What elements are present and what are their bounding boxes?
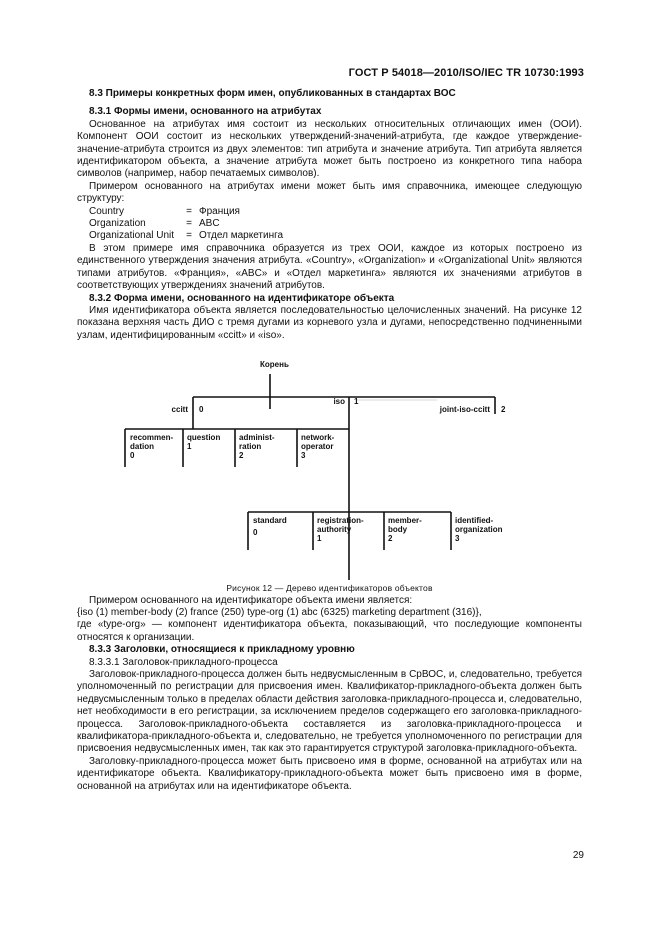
paragraph-8-3-1-2: Примером основанного на атрибутах имени может быть имя справочника, имеющее следующую структуру: <box>77 180 582 205</box>
paragraph-8-3-1-3: В этом примере имя справочника образуется из трех ООИ, каждое из которых построено из единственного утверждения значения атрибута. «Country», «Organization» и «Organizational Unit» являются типами атрибутов. «Франция», «ABC» и «Отдел маркетинга» являются их значениями атрибутов в соответствующих утверждениях значений атрибутов. <box>77 242 582 292</box>
iso-child-label: registration- <box>317 516 364 526</box>
iso-child-label: member- <box>388 516 422 526</box>
tree-iso-number: 1 <box>354 397 359 407</box>
structure-row <box>89 230 283 242</box>
structure-row <box>89 206 283 218</box>
attr-value: ABC <box>199 218 220 230</box>
directory-name-structure <box>89 206 283 243</box>
section-8-3-2-title: 8.3.2 Форма имени, основанного на идентификаторе объекта <box>89 292 395 304</box>
tree-joint-number: 2 <box>501 405 506 415</box>
section-8-3-1-title: 8.3.1 Формы имени, основанного на атрибутах <box>89 106 322 118</box>
iso-child-number: 3 <box>455 534 460 544</box>
ccitt-child-label: question <box>187 433 221 443</box>
document-header: ГОСТ Р 54018—2010/ISO/IEC TR 10730:1993 <box>348 67 584 79</box>
iso-child-number: 2 <box>388 534 393 544</box>
ccitt-child-number: 0 <box>130 451 135 461</box>
section-8-3-title: 8.3 Примеры конкретных форм имен, опубликованных в стандартах ВОС <box>89 88 456 99</box>
structure-row <box>89 218 283 230</box>
tree-ccitt-label: ccitt <box>171 405 188 415</box>
ccitt-child-label: operator <box>301 442 334 452</box>
ccitt-child-label: dation <box>130 442 154 452</box>
attr-type: Country <box>89 205 125 217</box>
tree-joint-label: joint-iso-ccitt <box>439 405 490 415</box>
ccitt-child-label: network- <box>301 433 335 443</box>
iso-child-label: standard <box>253 516 287 526</box>
ccitt-child-number: 3 <box>301 451 306 461</box>
ccitt-child-label: ration <box>239 442 262 452</box>
page-number: 29 <box>572 850 584 861</box>
tree-root-label: Корень <box>260 360 289 370</box>
section-8-3-3-title: 8.3.3 Заголовки, относящиеся к прикладному уровню <box>89 644 355 656</box>
attr-type: Organization <box>89 218 146 230</box>
page-content <box>77 88 582 793</box>
oid-tree-diagram <box>77 354 582 580</box>
iso-child-label: identified- <box>455 516 494 526</box>
iso-child-label: body <box>388 525 408 535</box>
example-explanation: где «type-org» — компонент идентификатора объекта, показывающий, что последующие компоненты относятся к организации. <box>77 619 582 643</box>
section-8-3-3-1-title: 8.3.3.1 Заголовок-прикладного-процесса <box>89 656 278 668</box>
ccitt-child-label: recommen- <box>130 433 174 443</box>
iso-child-label: organization <box>455 525 503 535</box>
figure-caption: Рисунок 12 — Дерево идентификаторов объектов <box>226 583 433 594</box>
equals-sign: = <box>186 205 192 217</box>
ccitt-child-label: administ- <box>239 433 275 443</box>
equals-sign: = <box>186 230 192 242</box>
ccitt-child-number: 1 <box>187 442 192 452</box>
oid-tree-figure <box>77 354 582 580</box>
equals-sign: = <box>186 218 192 230</box>
paragraph-8-3-3-1-1: Заголовок-прикладного-процесса должен быть недвусмысленным в СрВОС, и, следовательно, требуется уполномоченный по регистрации для присвоения имен. Квалификатор-прикладного-объекта должен быть недвусмысленным только в пределах области действия заголовка-прикладного-процесса и, следовательно, нет необходимости в его регистрации, за исключением пределов содержащего его заголовка-прикладного-процесса. Заголовок-прикладного-объекта составляется из заголовка-прикладного-процесса и квалификатора-прикладного-объекта и, следовательно, не требуется уполномоченного по регистрации для присвоения недвусмысленных имен, так как это гарантируется структурой заголовка-прикладного-объекта. <box>77 668 583 755</box>
attr-type: Organizational Unit <box>89 230 175 242</box>
iso-child-number: 0 <box>253 528 258 538</box>
tree-ccitt-number: 0 <box>199 405 204 415</box>
attr-value: Отдел маркетинга <box>199 230 284 242</box>
tree-iso-label: iso <box>333 397 345 407</box>
paragraph-8-3-3-1-2: Заголовку-прикладного-процесса может быть присвоено имя в форме, основанной на атрибутах или на идентификаторе объекта. Квалификатору-прикладного-объекта может быть присвоено имя в форме, основанной на атрибутах или на идентификаторе объекта. <box>77 755 582 792</box>
paragraph-8-3-1-1: Основанное на атрибутах имя состоит из нескольких относительных отличающих имен (ООИ). Компонент ООИ состоит из нескольких утверждений-значений-атрибута, где каждое утверждение-значение-атрибута строится из двух элементов: тип атрибута и значение атрибута. Тип атрибута является идентификатором объекта, а значение атрибута может быть построено из конкретного типа набора символов (например, набор печатаемых символов). <box>77 118 582 180</box>
iso-child-number: 1 <box>317 534 322 544</box>
paragraph-8-3-2-1: Имя идентификатора объекта является последовательностью целочисленных значений. На рисунке 12 показана верхняя часть ДИО с тремя дугами из корневого узла и дугами, непосредственно подчиненными узлам, идентифицированным «ccitt» и «iso». <box>77 304 582 341</box>
example-intro: Примером основанного на идентификаторе объекта имени является: <box>89 594 413 606</box>
oid-example-formula: {iso (1) member-body (2) france (250) type-org (1) abc (6325) marketing department (316)}, <box>77 606 482 618</box>
ccitt-child-number: 2 <box>239 451 244 461</box>
attr-value: Франция <box>199 205 240 217</box>
iso-child-label: authority <box>317 525 352 535</box>
